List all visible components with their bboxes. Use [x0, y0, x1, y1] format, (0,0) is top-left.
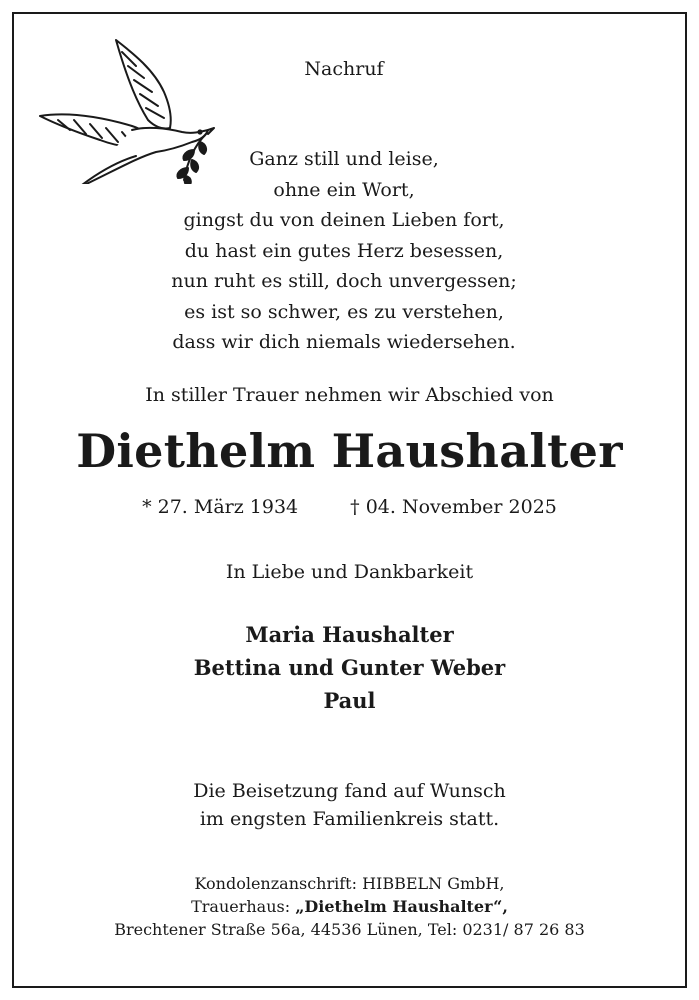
death-date: † 04. November 2025: [350, 496, 557, 518]
contact-line-1: Kondolenzanschrift: HIBBELN GmbH,: [194, 874, 505, 893]
contact-line-2-prefix: Trauerhaus:: [191, 897, 296, 916]
life-dates: [14, 496, 685, 518]
obituary-frame: [12, 12, 687, 988]
love-line: In Liebe und Dankbarkeit: [225, 561, 474, 583]
poem-line: du hast ein gutes Herz besessen,: [184, 239, 504, 262]
poem-line: nun ruht es still, doch unvergessen;: [171, 270, 517, 292]
poem-line: gingst du von deinen Lieben fort,: [183, 209, 505, 231]
condolence-address: [14, 872, 685, 941]
contact-line-3: Brechtener Straße 56a, 44536 Lünen, Tel: 0231/ 87 26 83: [114, 920, 585, 939]
poem-line: es ist so schwer, es zu verstehen,: [184, 300, 504, 323]
poem: [134, 144, 554, 358]
heading: Nachruf: [304, 58, 384, 80]
contact-line-2: [14, 895, 685, 918]
burial-line: im engsten Familienkreis statt.: [199, 808, 500, 830]
deceased-name: Diethelm Haushalter: [76, 424, 623, 478]
mourner-name: Bettina und Gunter Weber: [193, 655, 506, 680]
mourning-house-name: „Diethelm Haushalter“,: [295, 897, 508, 916]
poem-line: dass wir dich niemals wiedersehen.: [172, 331, 516, 353]
poem-line: Ganz still und leise,: [249, 148, 439, 170]
birth-date: * 27. März 1934: [142, 496, 299, 518]
mourner-name: Paul: [323, 688, 376, 713]
burial-line: Die Beisetzung fand auf Wunsch: [193, 780, 506, 802]
burial-notice: [14, 777, 685, 833]
farewell-intro: In stiller Trauer nehmen wir Abschied von: [145, 384, 554, 406]
poem-line: ohne ein Wort,: [273, 178, 415, 201]
mourner-name: Maria Haushalter: [245, 622, 454, 647]
mourners: [14, 618, 685, 717]
